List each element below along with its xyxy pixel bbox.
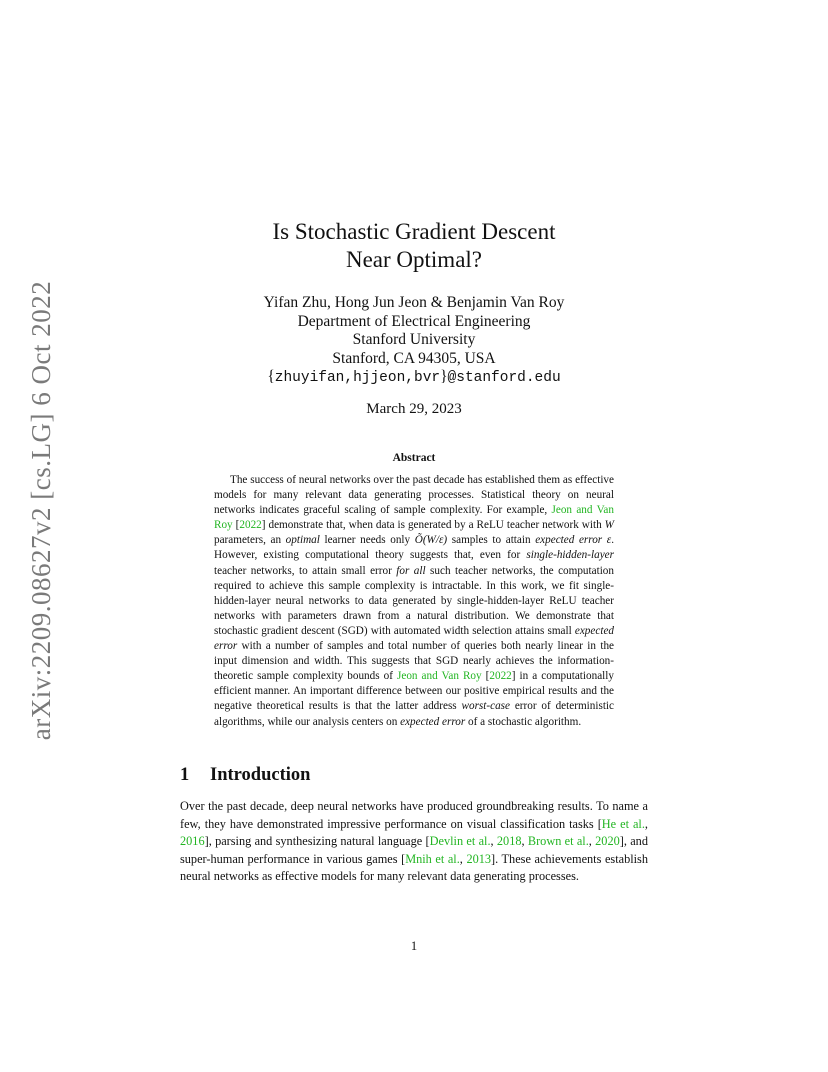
abstract-heading: Abstract [392, 452, 436, 464]
email-brace-close: } [440, 368, 448, 385]
emphasis-text: expected error ε [535, 534, 612, 547]
page-number: 1 [410, 939, 418, 953]
abstract-text: . However, existing computational theory suggests that, even for [214, 534, 614, 562]
citation-link[interactable]: Jeon and Van Roy [214, 504, 614, 532]
intro-text: , [459, 851, 467, 866]
email-users: zhuyifan,hjjeon,bvr [274, 370, 441, 386]
intro-text: , [521, 834, 528, 849]
abstract-text: teacher networks, to attain small error [214, 564, 397, 577]
citation-link[interactable]: Mnih et al. [405, 851, 460, 866]
math-variable: W [604, 519, 614, 532]
arxiv-identifier-text: arXiv:2209.08627v2 [cs.LG] 6 Oct 2022 [26, 280, 57, 740]
intro-text: ], and super-human performance in various games [ [180, 834, 648, 866]
abstract-text: in a computationally efficient manner. An important difference between our positive empirical results and the negative theoretical results is that the latter address [214, 670, 614, 713]
author-address: Stanford, CA 94305, USA [332, 349, 496, 367]
abstract-text: parameters, an [214, 534, 286, 547]
citation-year-link[interactable]: 2016 [180, 834, 205, 849]
section-number: 1 [180, 765, 190, 785]
citation-link[interactable]: Jeon and Van Roy [397, 670, 482, 683]
author-emails[interactable] [180, 368, 648, 388]
abstract-text: demonstrate that, when data is generated by a ReLU teacher network with [265, 519, 605, 532]
citation-link[interactable]: Devlin et al. [429, 834, 491, 849]
citation-year-link[interactable]: 2022 [239, 519, 262, 532]
citation-year-link[interactable]: 2018 [496, 834, 522, 849]
emphasis-text: single-hidden-layer [526, 549, 614, 562]
emphasis-text: for all [396, 564, 426, 577]
abstract-text: such teacher networks, the computation required to achieve this sample complexity is intractable. In this work, we fit single-hidden-layer neural networks to data generated by single-hidden-layer ReLU teacher networks with parameters drawn from a natural distribution. We demonstrate that stochastic gradient descent (SGD) with automated width selection attains small [214, 564, 614, 637]
email-domain: @stanford.edu [447, 370, 561, 386]
math-expression: Õ(W/ε) [414, 534, 448, 547]
abstract-text: of a stochastic algorithm. [465, 715, 582, 728]
citation-link[interactable]: Brown et al. [527, 834, 589, 849]
title-line-1: Is Stochastic Gradient Descent [272, 219, 556, 244]
author-department: Department of Electrical Engineering [297, 312, 531, 330]
citation-year-link[interactable]: 2020 [595, 834, 620, 849]
intro-text: , [588, 834, 596, 849]
paper-date: March 29, 2023 [366, 401, 462, 417]
abstract-body [214, 473, 614, 730]
citation-year-link[interactable]: 2022 [489, 670, 512, 683]
author-block [180, 294, 648, 388]
intro-body [180, 798, 648, 886]
arxiv-side-identifier [24, 280, 60, 740]
abstract-text: ] [511, 670, 516, 683]
author-names: Yifan Zhu, Hong Jun Jeon & Benjamin Van Roy [263, 294, 565, 311]
abstract-text: [ [481, 670, 490, 683]
emphasis-text: worst-case [461, 700, 510, 713]
citation-link[interactable]: He et al. [601, 816, 645, 831]
paper-title [180, 218, 648, 274]
abstract-text: error of deterministic algorithms, while our analysis centers on [214, 700, 614, 728]
section-heading [180, 765, 310, 786]
emphasis-text: optimal [285, 534, 320, 547]
citation-year-link[interactable]: 2013 [466, 851, 492, 866]
author-university: Stanford University [352, 331, 476, 348]
title-line-2: Near Optimal? [345, 247, 483, 272]
intro-paragraph [180, 798, 648, 886]
abstract-paragraph [214, 473, 614, 730]
intro-text: Over the past decade, deep neural networks have produced groundbreaking results. To name a few, they have demonstrated impressive performance on visual classification tasks [ [180, 799, 648, 831]
abstract-text: learner needs only [319, 534, 415, 547]
emphasis-text: expected error [214, 624, 614, 653]
section-title: Introduction [210, 765, 311, 785]
intro-text: , [644, 816, 648, 831]
intro-text: , [490, 834, 497, 849]
abstract-text: The success of neural networks over the past decade has established them as effective models for many relevant data generating processes. Statistical theory on neural networks indicates graceful scaling of sample complexity. For example, [214, 474, 614, 517]
intro-text: ]. These achievements establish neural networks as effective models for many relevant data generating processes. [180, 851, 648, 884]
intro-text: ], parsing and synthesizing natural language [ [204, 834, 430, 849]
abstract-text: ] [261, 519, 266, 532]
abstract-text: samples to attain [447, 534, 536, 547]
email-brace-open: { [267, 368, 275, 385]
abstract-text: with a number of samples and total number of queries both nearly linear in the input dimension and width. This suggests that SGD nearly achieves the information-theoretic sample complexity bounds of [214, 640, 614, 683]
abstract-text: [ [232, 519, 240, 532]
emphasis-text: expected error [400, 715, 466, 728]
